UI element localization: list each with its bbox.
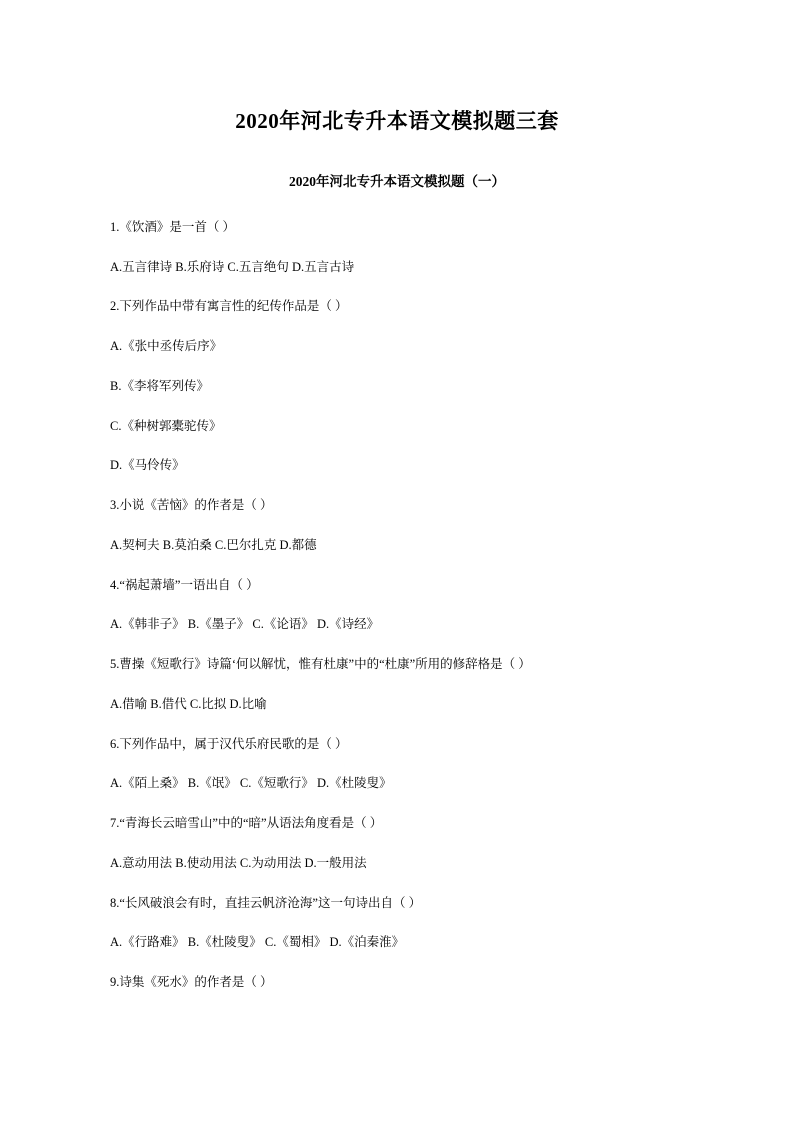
document-body <box>110 218 684 992</box>
paragraph: 9.诗集《死水》的作者是（ ） <box>110 975 273 989</box>
paragraph: D.《马伶传》 <box>110 458 185 473</box>
paragraph: A.五言律诗 B.乐府诗 C.五言绝句 D.五言古诗 <box>110 259 355 274</box>
paragraph: 7.“青海长云暗雪山”中的“暗”从语法角度看是（ ） <box>110 816 383 830</box>
paragraph: A.意动用法 B.使动用法 C.为动用法 D.一般用法 <box>110 855 367 870</box>
paragraph: A.《张中丞传后序》 <box>110 339 223 353</box>
paragraph: A.契柯夫 B.莫泊桑 C.巴尔扎克 D.都德 <box>110 537 317 552</box>
paragraph: A.《陌上桑》 B.《氓》 C.《短歌行》 D.《杜陵叟》 <box>110 776 392 791</box>
paragraph: 3.小说《苦恼》的作者是（ ） <box>110 498 273 512</box>
section-subtitle: 2020年河北专升本语文模拟题（一） <box>289 173 505 189</box>
page-title: 2020年河北专升本语文模拟题三套 <box>235 109 559 133</box>
paragraph: A.《韩非子》 B.《墨子》 C.《论语》 D.《诗经》 <box>110 617 380 632</box>
paragraph: A.《行路难》 B.《杜陵叟》 C.《蜀相》 D.《泊秦淮》 <box>110 935 405 950</box>
paragraph: 1.《饮酒》是一首（ ） <box>110 219 236 234</box>
paragraph: C.《种树郭橐驼传》 <box>110 418 222 433</box>
paragraph: 6.下列作品中，属于汉代乐府民歌的是（ ） <box>110 736 348 751</box>
paragraph: 2.下列作品中带有寓言性的纪传作品是（ ） <box>110 299 348 314</box>
paragraph: 4.“祸起萧墙”一语出自（ ） <box>110 577 259 592</box>
paragraph: 8.“长风破浪会有时，直挂云帆济沧海”这一句诗出自（ ） <box>110 895 422 910</box>
paragraph: 5.曹操《短歌行》诗篇‘何以解忧，惟有杜康”中的“杜康”所用的修辞格是（ ） <box>110 657 531 671</box>
paragraph: A.借喻 B.借代 C.比拟 D.比喻 <box>110 696 267 711</box>
paragraph: B.《李将军列传》 <box>110 378 209 393</box>
